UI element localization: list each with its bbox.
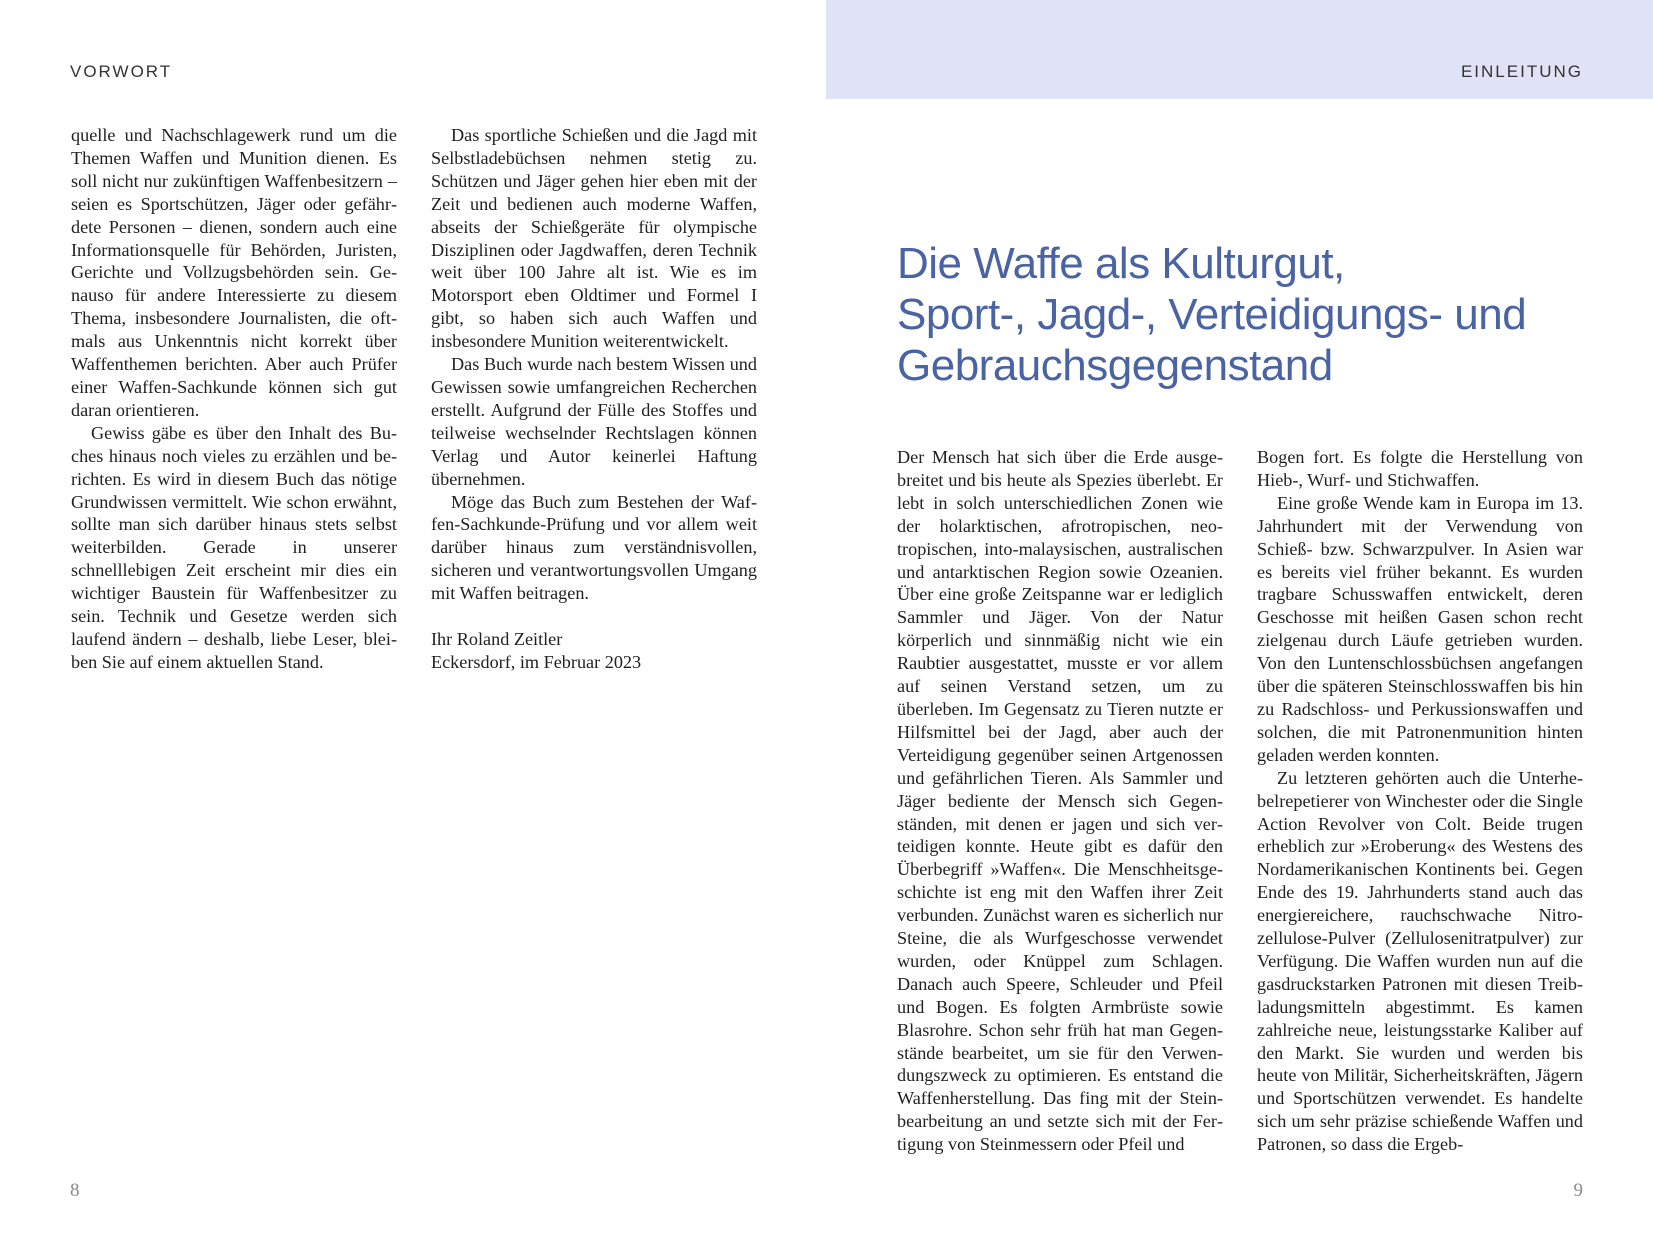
- spacer: [431, 605, 757, 628]
- left-column-2: [431, 124, 757, 674]
- page-number: 9: [1573, 1180, 1583, 1201]
- right-page: [826, 0, 1653, 1251]
- paragraph: Eine große Wende kam in Europa im 13. Jahrhundert mit der Verwendung von Schieß- bzw. Schwarzpulver. In Asien war es bereits viel früher bekannt. Es wurden tragbare Schusswaffen entwickelt, deren Geschosse mit heißen Gasen schon recht zielgenau durch Läufe getrieben wurden. Von den Luntenschlossbüchsen angefangen über die späteren Steinschlosswaffen bis hin zu Radschloss- und Perkussionswaffen und solchen, die mit Patronenmunition hinten geladen werden konnten.: [1257, 492, 1583, 765]
- left-column-1: [71, 124, 397, 674]
- page-number: 8: [70, 1180, 80, 1201]
- paragraph: Möge das Buch zum Bestehen der Waffen-Sachkunde-Prüfung und vor allem weit darüber hinaus zum verständnisvollen, sicheren und verantwortungsvollen Umgang mit Waffen beitragen.: [431, 491, 757, 604]
- paragraph: Bogen fort. Es folgte die Herstellung von Hieb-, Wurf- und Stichwaffen.: [1257, 447, 1583, 490]
- paragraph: Der Mensch hat sich über die Erde ausgebreitet und bis heute als Spezies überlebt. Er lebt in solch unterschiedlichen Zonen wie der holarktischen, afrotropischen, neotropischen, into-malaysischen, australischen und antarktischen Region sowie Ozeanien. Über eine große Zeitspanne war er lediglich Sammler und Jäger. Von der Natur körperlich und sinnmäßig nicht wie ein Raubtier ausgestattet, musste er vor allem auf seinen Verstand setzen, um zu überleben. Im Gegensatz zu Tieren nutzte er Hilfsmittel bei der Jagd, aber auch der Verteidigung gegenüber seinen Artgenossen und gefährlichen Tieren. Als Sammler und Jäger bediente der Mensch sich Gegenständen, mit denen er jagen und sich verteidigen konnte. Heute gibt es dafür den Überbegriff »Waffen«. Die Menschheitsgeschichte ist eng mit den Waffen ihrer Zeit verbunden. Zunächst waren es sicherlich nur Steine, die als Wurfgeschosse verwendet wurden, oder Knüppel zum Schlagen. Danach auch Speere, Schleuder und Pfeil und Bogen. Es folgten Armbrüste sowie Blasrohre. Schon sehr früh hat man Gegenstände bearbeitet, um sie für den Verwendungszweck zu optimieren. Es entstand die Waffenherstellung. Das fing mit der Steinbearbeitung an und setzte sich mit der Fertigung von Steinmessern oder Pfeil und: [897, 447, 1223, 1155]
- left-page: [0, 0, 826, 1251]
- right-column-1: [897, 446, 1223, 1156]
- paragraph: Gewiss gäbe es über den Inhalt des Buches hinaus noch vieles zu erzählen und berichten. Es wird in diesem Buch das nötige Grundwissen vermittelt. Wie schon erwähnt, sollte man sich darüber hinaus stets selbst weiterbilden. Gerade in unserer schnelllebigen Zeit erscheint mir dies ein wichtiger Baustein für Waffenbesitzer zu sein. Technik und Gesetze werden sich laufend ändern – deshalb, liebe Leser, bleiben Sie auf einem aktuellen Stand.: [71, 422, 397, 672]
- paragraph: Das sportliche Schießen und die Jagd mit Selbstladebüchsen nehmen stetig zu. Schützen und Jäger gehen hier eben mit der Zeit und bedienen auch moderne Waffen, abseits der Schießgeräte für olympische Disziplinen oder Jagdwaffen, deren Technik weit über 100 Jahre alt ist. Wie es im Motorsport eben Oldtimer und Formel I gibt, so haben sich auch Waffen und insbesondere Munition weiterentwickelt.: [431, 125, 757, 352]
- chapter-title-line: Sport-, Jagd-, Verteidigungs- und: [897, 290, 1527, 339]
- paragraph: Zu letzteren gehörten auch die Unterhebelrepetierer von Winchester oder die Single Action Revolver von Colt. Beide trugen erheblich zur »Eroberung« des Westens des Nordamerikanischen Kontinents bei. Gegen Ende des 19. Jahrhunderts stand auch das energiereichere, rauchschwache Nitrozellulose-Pulver (Zellulosenitratpulver) zur Verfügung. Die Waffen wurden nun auf die gasdruckstarken Patronen mit diesen Treibladungsmitteln abgestimmt. Es kamen zahlreiche neue, leistungsstarke Kaliber auf den Markt. Sie wurden und werden bis heute von Militär, Sicherheitskräften, Jägern und Sportschützen verwendet. Es handelte sich um sehr präzise schießende Waffen und Patronen, so dass die Ergeb-: [1257, 767, 1583, 1155]
- signature-name: Ihr Roland Zeitler: [431, 628, 563, 649]
- right-column-2: [1257, 446, 1583, 1156]
- chapter-title-line: Die Waffe als Kulturgut,: [897, 239, 1345, 288]
- running-head-einleitung: EINLEITUNG: [1460, 62, 1583, 81]
- signature-place-date: Eckersdorf, im Februar 2023: [431, 651, 642, 672]
- chapter-title-line: Gebrauchsgegenstand: [897, 341, 1333, 390]
- paragraph: Das Buch wurde nach bestem Wissen und Gewissen sowie umfangreichen Recherchen erstellt. Aufgrund der Fülle des Stoffes und teilweise wechselnder Rechtslagen können Verlag und Autor keinerlei Haftung übernehmen.: [431, 354, 757, 489]
- running-head-vorwort: VORWORT: [70, 62, 173, 81]
- paragraph: quelle und Nachschlagewerk rund um die Themen Waffen und Munition dienen. Es soll nicht nur zukünftigen Waffenbesitzern – seien es Sportschützen, Jäger oder gefährdete Personen – dienen, sondern auch eine Informationsquelle für Behörden, Juristen, Gerichte und Vollzugsbehörden sein. Genauso für andere Interessierte zu diesem Thema, insbesondere Journalisten, die oftmals aus Unkenntnis nicht korrekt über Waffenthemen berichten. Aber auch Prüfer einer Waffen-Sachkunde können sich gut daran orientieren.: [71, 125, 397, 420]
- chapter-title: [897, 238, 1617, 391]
- chapter-header-band: [826, 0, 1653, 99]
